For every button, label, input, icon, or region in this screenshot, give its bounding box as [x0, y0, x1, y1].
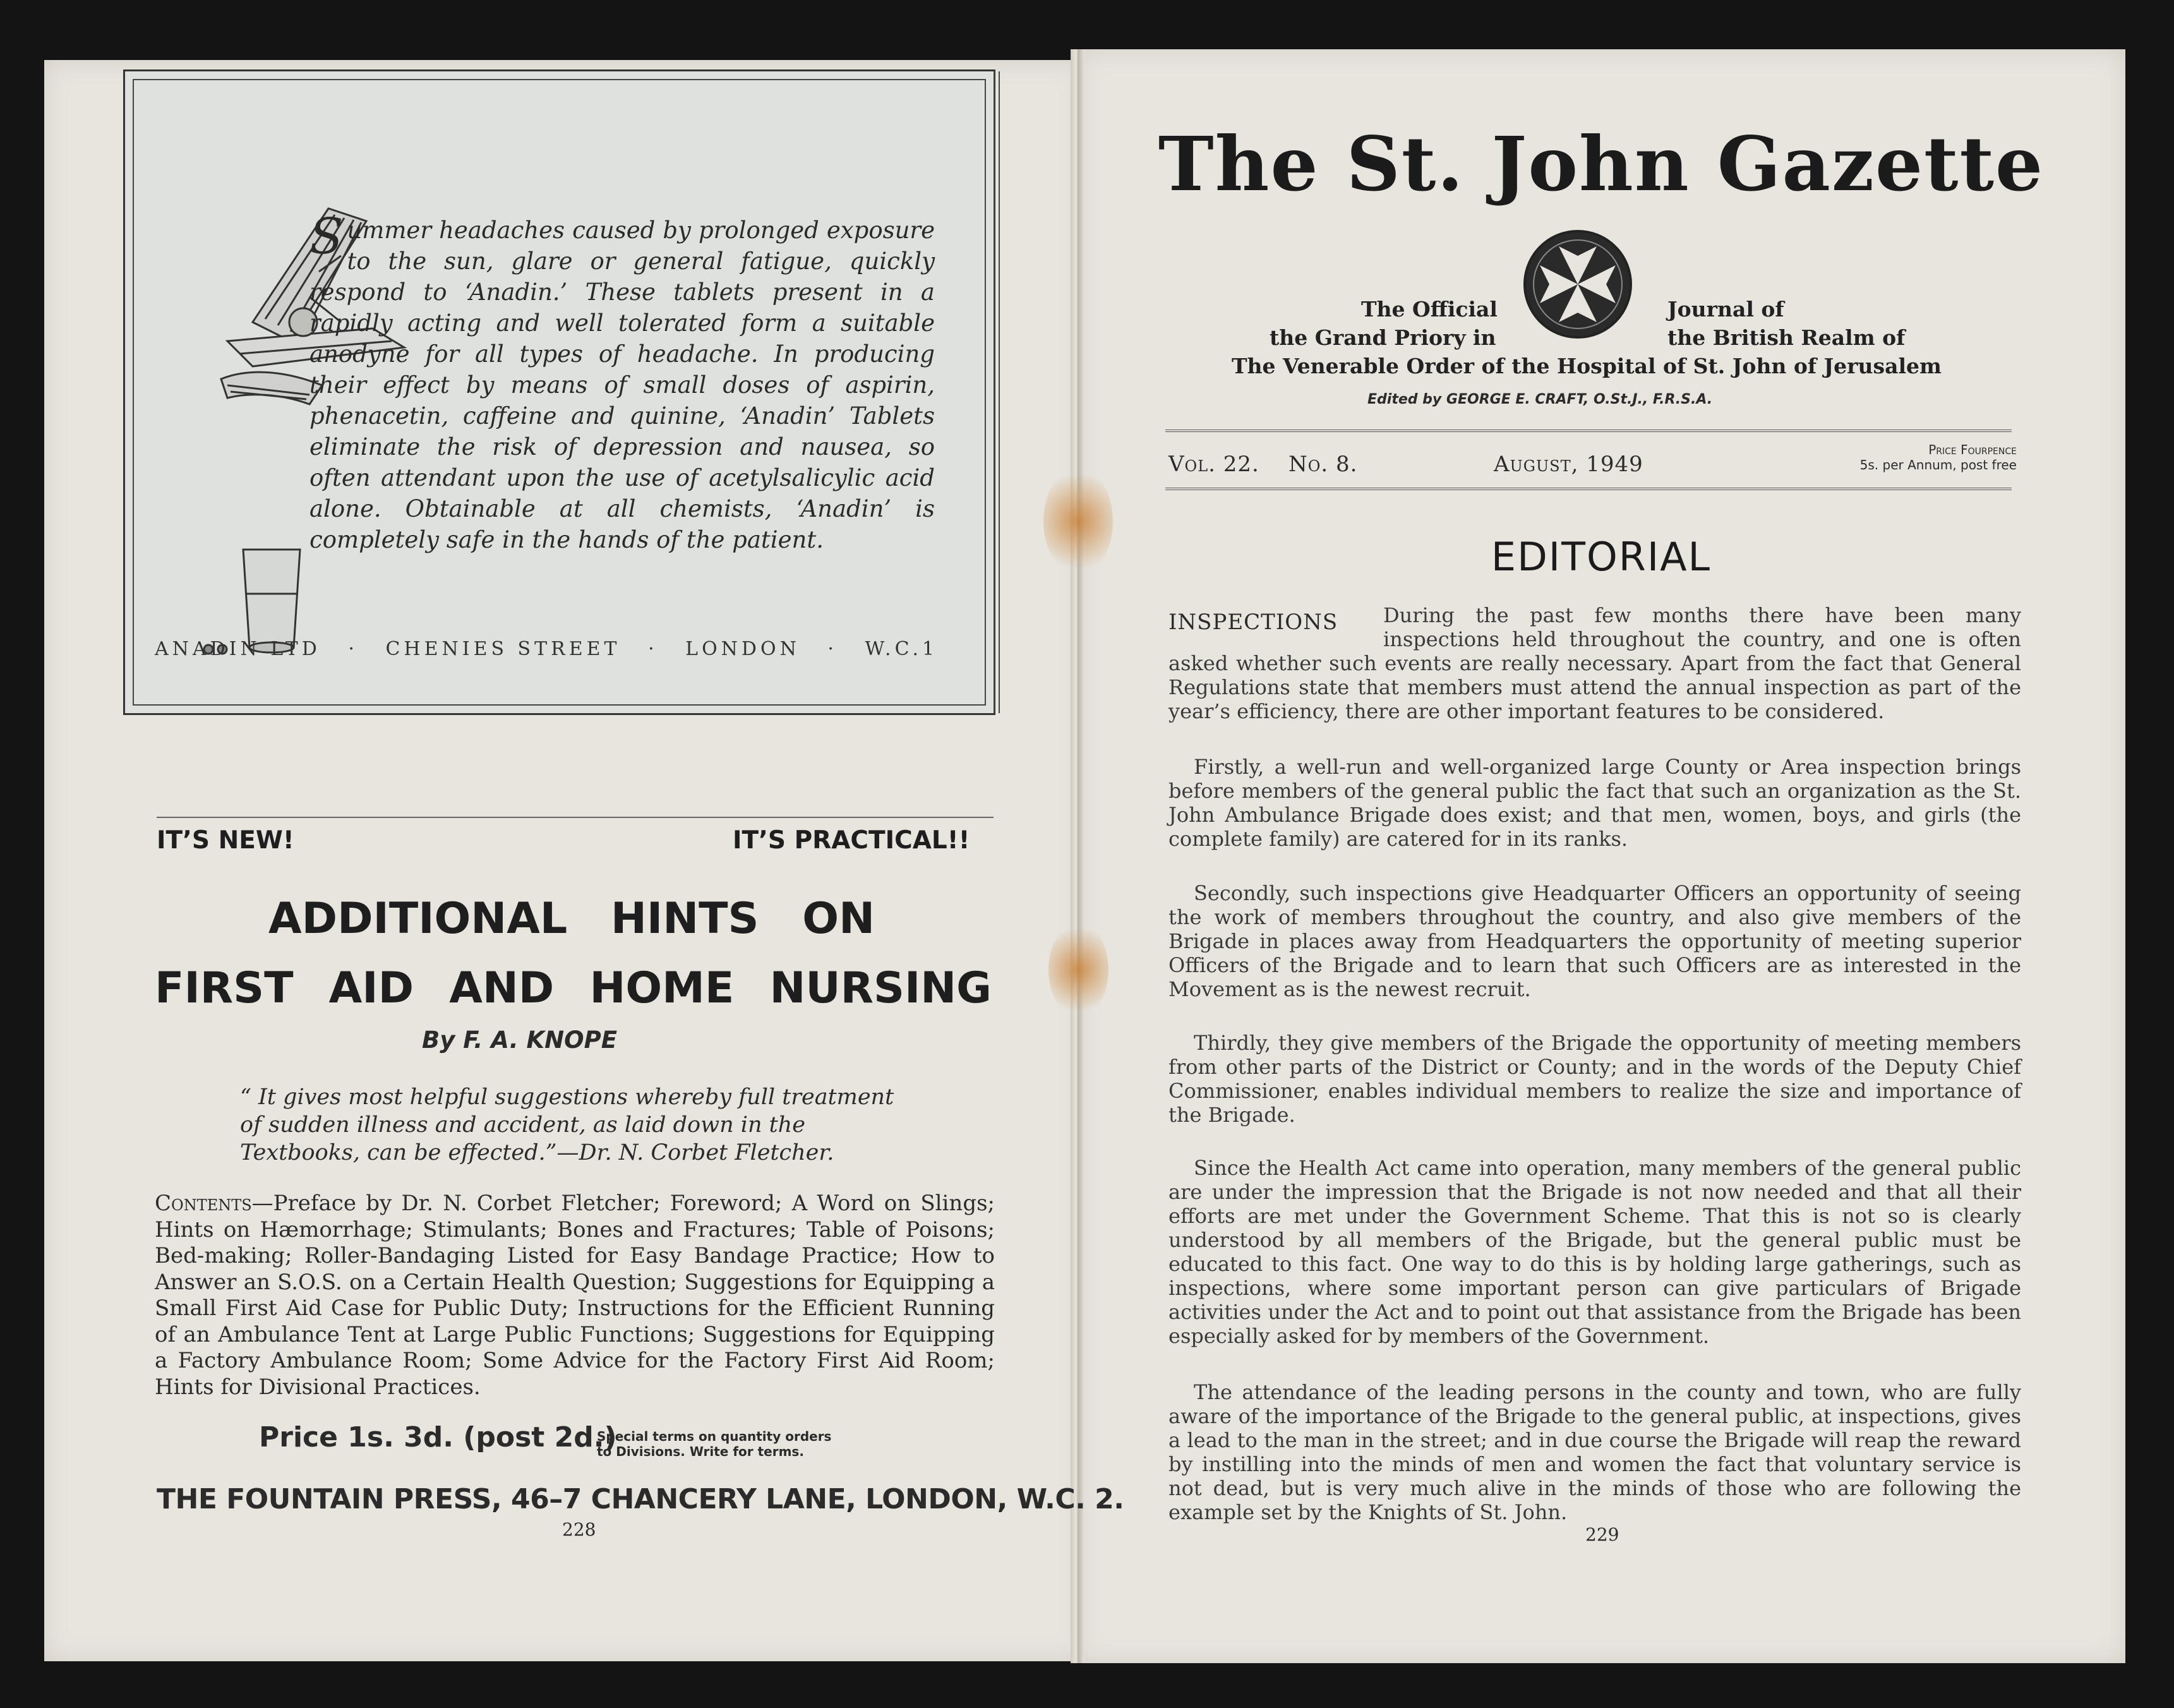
book-contents [155, 1191, 995, 1400]
address-company: ANADIN LTD [155, 638, 321, 660]
issue-date: August, 1949 [1494, 452, 1643, 477]
book-price: Price 1s. 3d. (post 2d.) [259, 1421, 617, 1453]
address-separator: · [827, 638, 838, 660]
masthead-rule [1165, 430, 2012, 432]
ad-border-lines [994, 71, 1000, 713]
rust-stain [1048, 922, 1108, 1017]
price-line2: 5s. per Annum, post free [1859, 457, 2017, 472]
address-separator: · [348, 638, 358, 660]
terms-line1: Special terms on quantity orders [597, 1429, 832, 1444]
address-separator: · [648, 638, 658, 660]
book-quote: “ It gives most helpful suggestions whereby full treatment of sudden illness and accident, as laid down in the Textbooks, can be effected.”—Dr. N. Corbet Fletcher. [240, 1085, 894, 1165]
editorial-paragraph-6: The attendance of the leading persons in the county and town, who are fully aware of the importance of the Brigade to the general public, at inspections, gives a lead to the man in the street; and in due course the Brigade will reap the reward by instilling into the minds of men and women the fact that voluntary service is not dead, but is very much alive in the minds of those who are following the example set by the Knights of St. John. [1168, 1380, 2021, 1524]
editorial-paragraph-5: Since the Health Act came into operation, many members of the general public are under the impression that the Brigade is not now needed and that all their efforts are met under the Government Scheme. That this is not so is clearly understood by all members of the Brigade, but the general public must be educated to this fact. One way to do this is by holding large gatherings, such as inspections, where some important person can give particulars of Brigade activities under the Act and to point out that assistance from the Brigade has been especially asked for by members of the Government. [1168, 1156, 2021, 1348]
address-postcode: W.C.1 [865, 638, 939, 660]
subtitle-official: The Official [1361, 297, 1498, 322]
book-spine [1071, 49, 1084, 1663]
address-city: LONDON [685, 638, 800, 660]
issue-rule [1165, 488, 2012, 490]
book-author: By F. A. KNOPE [422, 1026, 617, 1054]
banner-right: IT’S PRACTICAL!! [733, 826, 970, 855]
ad-copy [309, 208, 935, 555]
price-box [1824, 442, 2017, 472]
editorial-paragraph-3: Secondly, such inspections give Headquarter Officers an opportunity of seeing the work of members throughout the country, and also give members of the Brigade in places away from Headquarters the opportunity of meeting superior Officers of the Brigade and to learn that such Officers are as interested in the Movement as is the newest recruit. [1168, 881, 2021, 1001]
banner-left: IT’S NEW! [157, 826, 294, 855]
subtitle-journal: Journal of [1667, 297, 1784, 322]
divider-rule [157, 817, 994, 818]
gazette-masthead: The St. John Gazette [1158, 120, 2045, 208]
drop-cap: S [309, 208, 344, 265]
publisher-address: THE FOUNTAIN PRESS, 46–7 CHANCERY LANE, LONDON, W.C. 2. [157, 1483, 1124, 1515]
ad-address [155, 638, 963, 660]
subtitle-venerable-order: The Venerable Order of the Hospital of St. John of Jerusalem [1232, 354, 1942, 378]
subtitle-grand-priory: the Grand Priory in [1270, 325, 1496, 350]
volume: Vol. 22. [1168, 452, 1259, 477]
page-number-right: 229 [1585, 1524, 1619, 1545]
page-number-left: 228 [562, 1519, 596, 1540]
book-title-line2: FIRST AID AND HOME NURSING [155, 963, 992, 1013]
contents-label: Contents [155, 1191, 252, 1216]
side-heading-spacer [1168, 603, 1383, 641]
editor-credit: Edited by GEORGE E. CRAFT, O.St.J., F.R.S.A. [1367, 392, 1713, 407]
editorial-paragraph-2: Firstly, a well-run and well-organized large County or Area inspection brings before members of the general public the fact that such an organization as the St. John Ambulance Brigade does exist; and that men, women, boys, and girls (the complete family) are catered for in its ranks. [1168, 755, 2021, 851]
contents-text: —Preface by Dr. N. Corbet Fletcher; Foreword; A Word on Slings; Hints on Hæmorrhage; Stimulants; Bones and Fractures; Table of Poisons; Bed-making; Roller-Bandaging Listed for Easy Bandage Practice; How to Answer an S.O.S. on a Certain Health Question; Suggestions for Equipping a Small First Aid Case for Public Duty; Instructions for the Efficient Running of an Ambulance Tent at Large Public Functions; Suggestions for Equipping a Factory Ambulance Room; Some Advice for the Factory First Aid Room; Hints for Divisional Practices. [155, 1191, 995, 1400]
subtitle-british-realm: the British Realm of [1667, 325, 1906, 350]
quantity-terms [597, 1429, 831, 1459]
section-inspections: INSPECTIONS [1168, 610, 1338, 635]
address-street: CHENIES STREET [385, 638, 621, 660]
editorial-paragraph-1 [1168, 603, 2021, 723]
order-of-st-john-emblem [1521, 227, 1635, 341]
editorial-paragraph-4: Thirdly, they give members of the Brigade the opportunity of meeting members from other parts of the District or County; and in the words of the Deputy Chief Commissioner, enables individual members to realize the size and importance of the Brigade. [1168, 1031, 2021, 1127]
price-line1: Price Fourpence [1928, 442, 2017, 457]
terms-line2: to Divisions. Write for terms. [597, 1444, 804, 1459]
book-title-line1: ADDITIONAL HINTS ON [268, 894, 875, 944]
editorial-heading: EDITORIAL [1491, 534, 1712, 580]
paragraph-1-text: During the past few months there have been many inspections held throughout the country, and one is often asked whether such events are really necessary. Apart from the fact that General Regulations state that members must attend the annual inspection as part of the year’s efficiency, there are other important features to be considered. [1168, 603, 2021, 723]
ad-body: ummer headaches caused by prolonged exposure to the sun, glare or general fatigue, quickly respond to ‘Anadin.’ These tablets present in a rapidly acting and well tolerated form a suitable anodyne for all types of headache. In producing their effect by means of small doses of aspirin, phenacetin, caffeine and quinine, ‘Anadin’ Tablets eliminate the risk of depression and nausea, so often attendant upon the use of acetylsalicylic acid alone. Obtainable at all chemists, ‘Anadin’ is completely safe in the hands of the patient. [309, 217, 935, 553]
issue-number: No. 8. [1288, 452, 1358, 477]
